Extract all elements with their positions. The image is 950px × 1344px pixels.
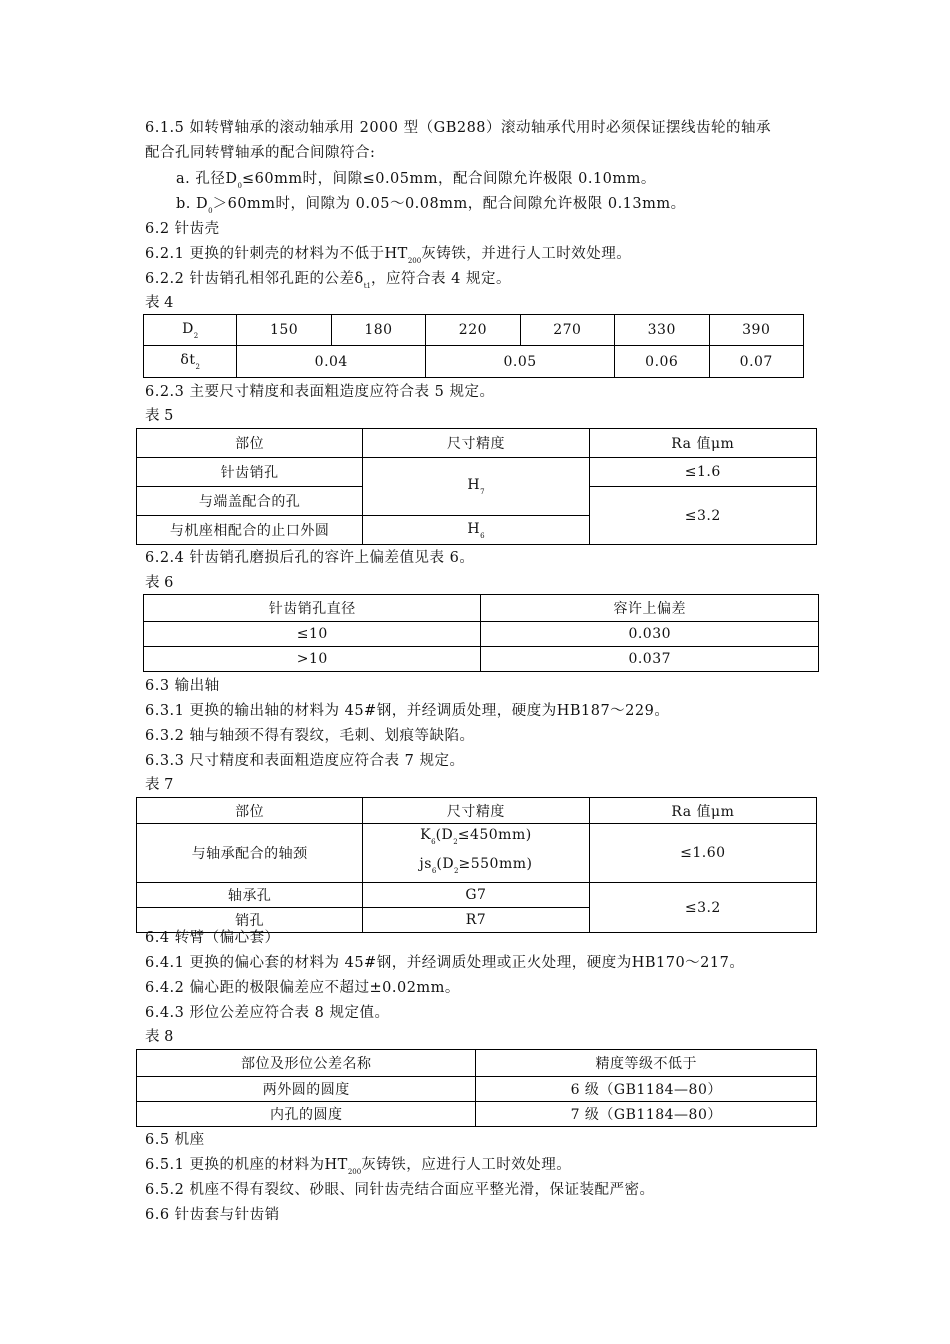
table-cell: 220 xyxy=(426,315,520,346)
para-6-2-4: 6.2.4 针齿销孔磨损后孔的容许上偏差值见表 6。 xyxy=(145,550,475,566)
table-cell: G7 xyxy=(363,883,590,908)
table-cell: 0.05 xyxy=(426,346,615,378)
table4-row-d2 xyxy=(144,315,804,346)
heading-6-6: 6.6 针齿套与针齿销 xyxy=(145,1207,280,1223)
table-header: 容许上偏差 xyxy=(481,595,819,622)
table-cell-precision xyxy=(363,824,590,883)
para-6-3-3: 6.3.3 尺寸精度和表面粗造度应符合表 7 规定。 xyxy=(145,753,465,769)
table-cell: 7 级（GB1184—80） xyxy=(476,1102,817,1127)
table-cell: 针齿销孔 xyxy=(137,458,363,487)
table-cell: ≤3.2 xyxy=(589,883,816,933)
table-header: 精度等级不低于 xyxy=(476,1050,817,1077)
table-header: 尺寸精度 xyxy=(363,429,589,458)
table-header-row xyxy=(144,595,819,622)
table4-caption: 表 4 xyxy=(145,295,174,311)
table-cell: 内孔的圆度 xyxy=(137,1102,476,1127)
heading-6-5: 6.5 机座 xyxy=(145,1132,205,1148)
para-6-2-3: 6.2.3 主要尺寸精度和表面粗造度应符合表 5 规定。 xyxy=(145,384,495,400)
table-header-row xyxy=(137,429,817,458)
table-cell-h7: $H_7$ xyxy=(363,458,589,516)
table-cell: 两外圆的圆度 xyxy=(137,1077,476,1102)
table-row xyxy=(137,883,817,908)
table-cell: 0.04 xyxy=(237,346,426,378)
heading-6-2: 6.2 针齿壳 xyxy=(145,221,220,237)
table-header: 部位 xyxy=(137,798,363,824)
para-6-1-5-line1: 6.1.5 如转臂轴承的滚动轴承用 2000 型（GB288）滚动轴承代用时必须保证摆线齿轮的轴承 xyxy=(145,120,772,136)
table-cell: 0.030 xyxy=(481,622,819,647)
table-row xyxy=(144,622,819,647)
table-cell: 销孔 xyxy=(137,908,363,933)
table6-caption: 表 6 xyxy=(145,575,174,591)
table-header: Ra 值μm xyxy=(589,429,816,458)
table-cell: 0.06 xyxy=(615,346,709,378)
table-cell: ≤3.2 xyxy=(589,487,816,545)
para-6-2-2: 6.2.2 针齿销孔相邻孔距的公差$\delta_{t1}$，应符合表 4 规定。 xyxy=(145,271,511,290)
table-cell: 0.037 xyxy=(481,647,819,672)
para-6-1-5-item-a: a. 孔径$D_0\le 60mm$时，间隙≤0.05mm，配合间隙允许极限 0.10mm。 xyxy=(176,171,656,190)
table-header: 部位及形位公差名称 xyxy=(137,1050,476,1077)
para-6-4-3: 6.4.3 形位公差应符合表 8 规定值。 xyxy=(145,1005,390,1021)
table5-caption: 表 5 xyxy=(145,408,174,424)
table-header-row xyxy=(137,798,817,824)
table-row xyxy=(137,458,817,487)
para-6-5-2: 6.5.2 机座不得有裂纹、砂眼、同针齿壳结合面应平整光滑，保证装配严密。 xyxy=(145,1182,655,1198)
table4-label-d2: $D_2$ xyxy=(144,315,237,346)
table7-caption: 表 7 xyxy=(145,777,174,793)
table-6 xyxy=(143,594,819,672)
table-cell: ≤1.6 xyxy=(589,458,816,487)
table-header: Ra 值μm xyxy=(589,798,816,824)
table-header: 部位 xyxy=(137,429,363,458)
table-row xyxy=(137,1077,817,1102)
para-6-3-1: 6.3.1 更换的输出轴的材料为 45#钢，并经调质处理，硬度为HB187～229。 xyxy=(145,703,670,719)
precision-js6: $js_6(D_2\ge 550mm)$ xyxy=(419,856,533,875)
table-header: 针齿销孔直径 xyxy=(144,595,481,622)
table4-row-dt2 xyxy=(144,346,804,378)
table-cell: >10 xyxy=(144,647,481,672)
para-6-1-5-item-b: b. $D_0>60mm$时，间隙为 0.05～0.08mm，配合间隙允许极限 0.13mm。 xyxy=(176,196,686,215)
table-cell: 180 xyxy=(331,315,425,346)
table-cell: R7 xyxy=(363,908,590,933)
table-8 xyxy=(136,1049,817,1127)
table-row xyxy=(137,1102,817,1127)
table8-caption: 表 8 xyxy=(145,1029,174,1045)
table-cell: 与轴承配合的轴颈 xyxy=(137,824,363,883)
heading-6-4: 6.4 转臂（偏心套） xyxy=(145,930,280,946)
table-cell: 6 级（GB1184—80） xyxy=(476,1077,817,1102)
para-6-4-2: 6.4.2 偏心距的极限偏差应不超过±0.02mm。 xyxy=(145,980,460,996)
table-4 xyxy=(143,314,804,378)
table-cell: 390 xyxy=(709,315,804,346)
table4-label-dt2: $\delta t_2$ xyxy=(144,346,237,378)
table-cell: 与机座相配合的止口外圆 xyxy=(137,516,363,545)
table-row xyxy=(137,824,817,883)
para-6-5-1: 6.5.1 更换的机座的材料为$HT_{200}$灰铸铁，应进行人工时效处理。 xyxy=(145,1157,572,1176)
para-6-4-1: 6.4.1 更换的偏心套的材料为 45#钢，并经调质处理或正火处理，硬度为HB170～217。 xyxy=(145,955,745,971)
table-5 xyxy=(136,428,817,545)
table-cell: 与端盖配合的孔 xyxy=(137,487,363,516)
heading-6-3: 6.3 输出轴 xyxy=(145,678,220,694)
table-row xyxy=(144,647,819,672)
table-cell-h6: $H_6$ xyxy=(363,516,589,545)
table-cell: 轴承孔 xyxy=(137,883,363,908)
table-cell: ≤1.60 xyxy=(589,824,816,883)
table-cell: 0.07 xyxy=(709,346,804,378)
para-6-1-5-line2: 配合孔同转臂轴承的配合间隙符合: xyxy=(145,145,376,161)
para-6-2-1: 6.2.1 更换的针刺壳的材料为不低于$HT_{200}$灰铸铁，并进行人工时效处理。 xyxy=(145,246,632,265)
table-cell: 270 xyxy=(520,315,614,346)
table-7 xyxy=(136,797,817,933)
table-cell: ≤10 xyxy=(144,622,481,647)
precision-k6: $K_6(D_2\le 450mm)$ xyxy=(420,827,532,846)
table-header: 尺寸精度 xyxy=(363,798,590,824)
para-6-3-2: 6.3.2 轴与轴颈不得有裂纹，毛刺、划痕等缺陷。 xyxy=(145,728,475,744)
table-cell: 150 xyxy=(237,315,331,346)
table-header-row xyxy=(137,1050,817,1077)
table-cell: 330 xyxy=(615,315,709,346)
